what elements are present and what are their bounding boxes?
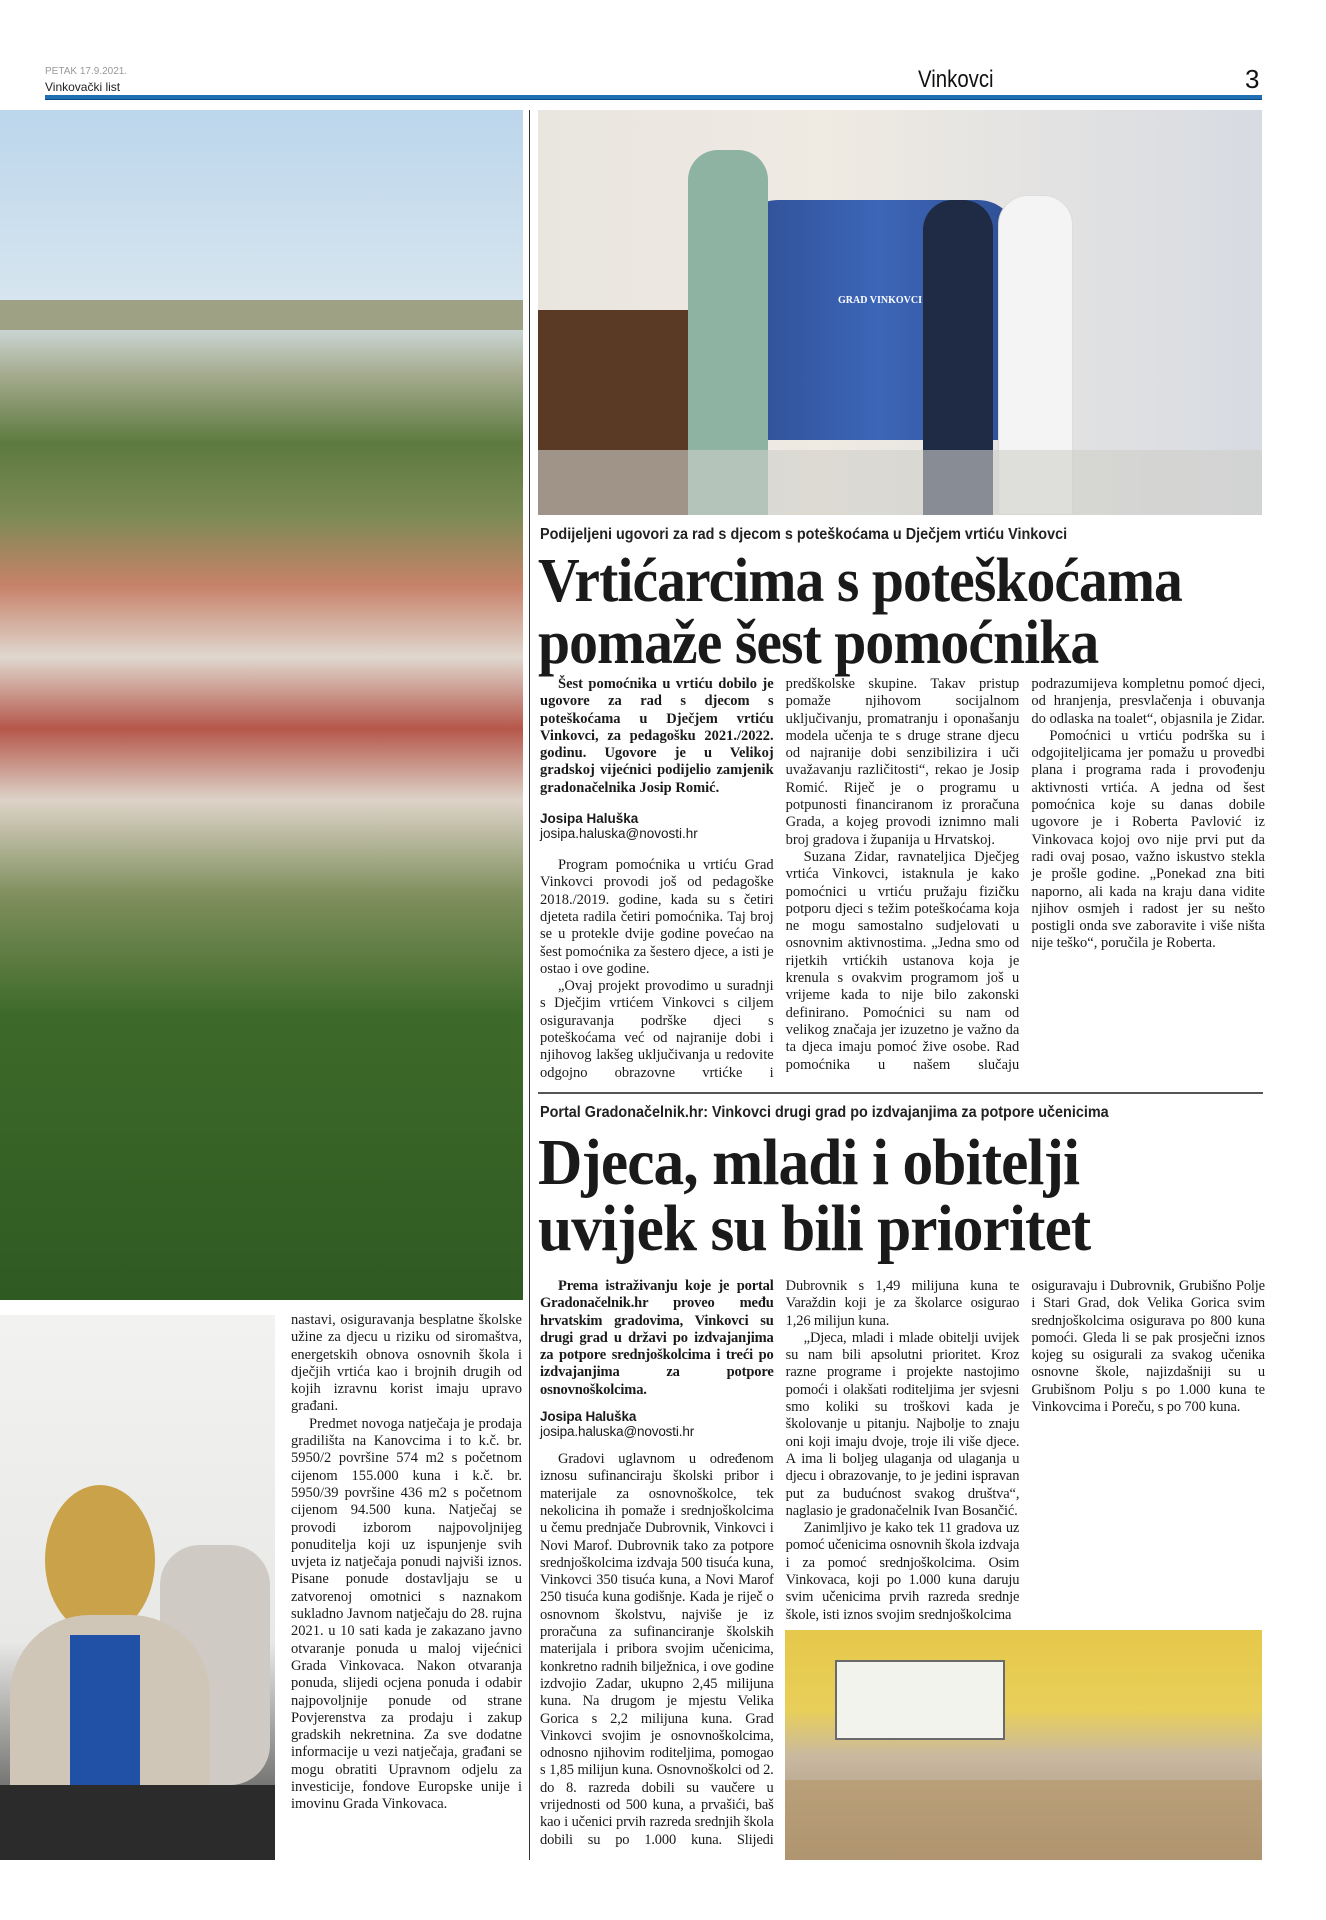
column-rule [529, 110, 530, 1860]
author-email[interactable]: josipa.haluska@novosti.hr [540, 1424, 695, 1440]
headline-line: Djeca, mladi i obitelji [538, 1126, 1080, 1199]
author-email[interactable]: josipa.haluska@novosti.hr [540, 826, 698, 842]
left-article-body [291, 1312, 522, 1814]
paragraph: Program pomoćnika u vrtiću Grad Vinkovci provodi još od pedagoške 2018./2019. godine, kada su s četiri djeteta radila četiri pomoćnika. Taj broj se u protekle dvije godine povećao na šest pomoćnika za šestero djece, a isti je ostao i ove godine. [540, 857, 774, 977]
article2-headline [538, 1126, 1091, 1265]
paragraph: Suzana Zidar, ravnateljica Dječjeg vrtića Vinkovci, istaknula je kako pomoćnici u vrtiću pružaju fizičku potporu djeci s težim poteškoćama koja ne mogu samostalno sudjelovati u osnovnim aktivnostima. „Jedna smo od rijetkih vrtićkih ustanova koja je krenula s ovakvim programom još u vrijeme kada to nije bilo zakonski definirano. Pomoćnici su nam od velikog značaja jer izuzetno je važno da ta djeca imaju pomoć žive osobe. Rad pomoćnika u našem slučaju podrazumijeva kompletnu pomoć djeci, od hranjenja, presvlačenja i obuvanja do odlaska na toalet“, objasnila je Zidar. [785, 676, 1265, 1073]
newspaper-name: Vinkovački list [45, 80, 121, 94]
article2-kicker: Portal Gradonačelnik.hr: Vinkovci drugi grad po izdvajanjima za potpore učenicima [540, 1104, 1109, 1121]
headline-line: pomaže šest pomoćnika [538, 609, 1099, 677]
portrait-photo [0, 1315, 275, 1860]
classroom-photo [785, 1630, 1262, 1860]
paragraph: Zanimljivo je kako tek 11 gradova uz pomoć učenicima osnovnih škola izdvaja i za pomoć srednjoškolcima. Osim Vinkovaca, koji po 1.000 kuna daruju svim učenicima prvih razreda srednje škole, isti iznos svojim srednjoškolcima osiguravaju i Dubrovnik, Grubišno Polje i Stari Grad, dok Velika Gorica svim srednjoškolcima osigurava po 800 kuna pomoći. Gleda li se pak prosječni iznos kojeg su osigurali za svakog učenika osnovne škole, najizdašniji su u Grubišnom Polju s po 1.000 kuna te Vinkovcima i Poreču, s po 700 kuna. [786, 1278, 1326, 1862]
issue-date: PETAK 17.9.2021. [45, 66, 128, 77]
article1-body [540, 676, 1265, 1086]
header-rule [45, 95, 1262, 100]
horizon-band [0, 300, 523, 330]
desk [0, 1785, 275, 1860]
floor [538, 450, 1262, 515]
contract-signing-photo [538, 110, 1262, 515]
banner-text: GRAD VINKOVCI [838, 295, 922, 306]
whiteboard [835, 1660, 1005, 1740]
paragraph: „Djeca, mladi i mlade obitelji uvijek su nam bili apsolutni prioritet. Kroz razne programe i projekte nastojimo pomoći i olakšati roditeljima jer svjesni smo koliki su troškovi kada je školovanje u pitanju. Najbolje to znaju oni koji imaju dvoje, troje ili više djece. A ima li boljeg ulaganja od ulaganja u djecu i obrazovanje, to je jedini ispravan put za budućnost svakog društva“, naglasio je gradonačelnik Ivan Bosančić. [785, 1329, 1020, 1519]
headline-line: uvijek su bili prioritet [538, 1192, 1091, 1265]
paragraph: nastavi, osiguravanja besplatne školske užine za djecu u riziku od siromaštva, energetskih obnova osnovnih škola i dječjih vrtića kao i brojnih drugih od kojih izravnu korist imaju upravo građani. [291, 1312, 522, 1415]
blouse [70, 1635, 140, 1795]
article1-kicker: Podijeljeni ugovori za rad s djecom s poteškoćama u Dječjem vrtiću Vinkovci [540, 526, 1068, 543]
author-name: Josipa Haluška [540, 1409, 637, 1425]
author-name: Josipa Haluška [540, 811, 639, 827]
hair [45, 1485, 155, 1635]
desks [785, 1780, 1262, 1860]
headline-line: Vrtićarcima s poteškoćama [538, 547, 1182, 615]
article-lead: Šest pomoćnika u vrtiću dobilo je ugovore za rad s djecom s poteškoćama u Dječjem vrtiću Vinkovci, za pedagošku 2021./2022. godinu. Ugovore je u Velikoj gradskoj vijećnici podijelio zamjenik gradonačelnika Josip Romić. [540, 676, 774, 796]
section-title: Vinkovci [918, 66, 994, 93]
paragraph: Pomoćnici u vrtiću podrška su i odgojiteljicama jer pomažu u provedbi plana i programa rada i provođenju aktivnosti vrtića. A jedna od šest pomoćnica koje su danas dobile ugovore je i Roberta Pavlović iz Vinkovaca kojoj ovo nije prvi put da radi ovaj posao, važno iskustvo stekla je prošle godine. „Ponekad zna biti naporno, ali kada na kraju dana vidite njihov osmjeh i radost jer su nešto postigli onda sve zaboravite i više ništa nije teško“, poručila je Roberta. [1031, 727, 1265, 952]
paragraph: Predmet novoga natječaja je prodaja gradilišta na Kanovcima i to k.č. br. 5950/2 površine 574 m2 s početnom cijenom 155.000 kuna i k.č. br. 5950/39 površine 436 m2 s početnom cijenom 94.500 kuna. Natječaj se provodi izborom najpovoljnijeg ponuditelja koji uz ispunjenje svih uvjeta iz natječaja ponudi najviši iznos. Pisane ponude dostavljaju se u zatvorenoj omotnici s naznakom sukladno Javnom natječaju do 28. rujna 2021. u 10 sati kada je zakazano javno otvaranje ponuda u maloj vijećnici Grada Vinkovaca. Nakon otvaranja ponuda, slijedi ocjena ponuda i odabir najpovoljnije ponude od strane Povjerenstva za prodaju i zakup gradskih nekretnina. Za sve dodatne informacije u vezi natječaja, građani se mogu obratiti Upravnom odjelu za investicije, fondove Europske unije i imovinu Grada Vinkovaca. [291, 1415, 522, 1813]
paragraph: Gradovi uglavnom u određenom iznosu sufinanciraju školski pribor i materijale za osnovnoškolce, tek nekolicina ih pomaže i srednjoškolcima u čemu prednjače Dubrovnik, Vinkovci i Novi Marof. Dubrovnik tako za potpore srednjoškolcima izdvaja 500 tisuća kuna, Vinkovci 350 tisuća kuna, a Novi Marof 250 tisuća kuna godišnje. Kada je riječ o osnovnom školstvu, najviše je iz proračuna za sufinanciranje školskih materijala i pribora svojim učenicima, konkretno radnih bilježnica, i ove godine izdvojio Zadar, ukupno 2,45 milijuna kuna. Na drugom je mjestu Velika Gorica s 2,2 milijuna kuna. Grad Vinkovci svojim je osnovnoškolcima, odnosno njihovim roditeljima, pomogao s 1,85 milijun kuna. Osnovnoškolci od 2. do 8. razreda dobili su vaučere u vrijednosti od 500 kuna, a prvašići, baš kao i učenici prvih razreda srednjih škola dobili su po 1.000 kuna. Slijedi Dubrovnik s 1,49 milijuna kuna te Varaždin koji je za školarce osigurao 1,26 milijun kuna. [540, 1278, 1020, 1848]
aerial-town-photo [0, 110, 523, 1300]
paragraph: „Ovaj projekt provodimo u suradnji s Dječjim vrtićem Vinkovci s ciljem osiguravanja podrške djeci s poteškoćama već od najranije dobi i njihovog lakšeg uključivanja u redovite odgojno obrazovne vrtićke i predškolske skupine. Takav pristup pomaže njihovom socijalnom uključivanju, promatranju i oponašanju modela učenja te s druge strane djecu od najranije dobi senzibilizira i uči uvažavanju različitosti“, rekao je Josip Romić. Riječ je o programu u potpunosti financiranom iz proračuna Grada, a kojeg provodi iznimno mali broj gradova i županija u Hrvatskoj. [540, 676, 1020, 1081]
article-divider [538, 1092, 1263, 1094]
article1-headline [538, 547, 1182, 677]
page-number: 3 [1245, 64, 1260, 94]
article-lead: Prema istraživanju koje je portal Gradonačelnik.hr proveo među hrvatskim gradovima, Vinkovci su drugi grad u državi po izdvajanjima za potpore srednjoškolcima i treći po izdvajanjima za potpore osnovnoškolcima. [540, 1278, 774, 1398]
